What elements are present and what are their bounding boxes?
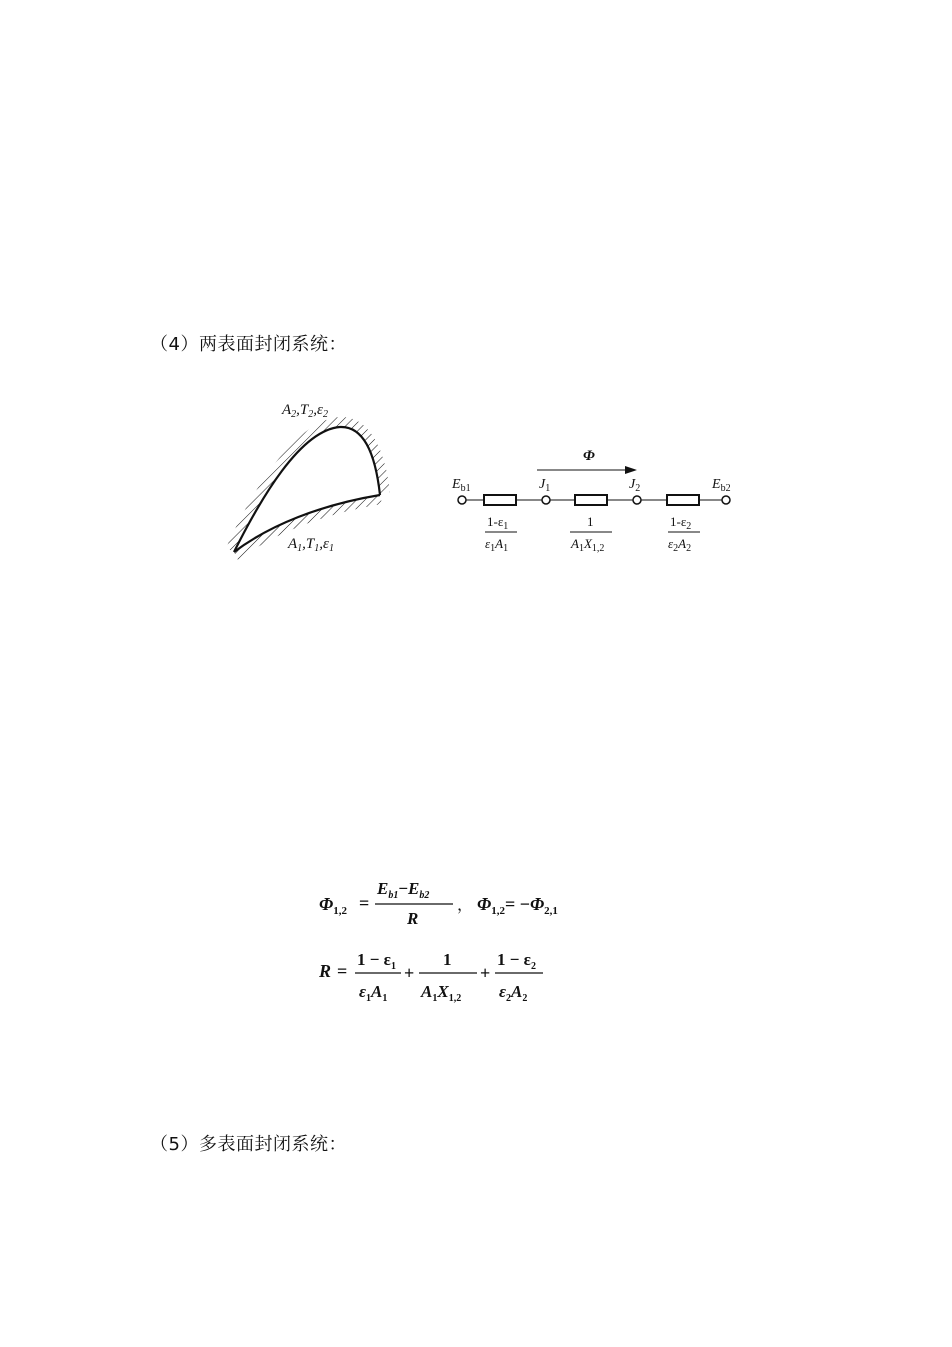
- eq1-rhs: $\Phi_{1,2}= -\Phi_{2,1}$: [477, 894, 558, 917]
- two-surface-enclosure-figure: [220, 390, 420, 570]
- eq2-lhs: R: [319, 961, 332, 981]
- eq2-plus-2: +: [480, 963, 491, 983]
- resistor-1: [484, 495, 516, 505]
- surface-2-curve: [234, 427, 380, 552]
- eq2-term3-den: $\varepsilon_2A_2$: [499, 982, 528, 1004]
- eq1-denominator: R: [407, 909, 419, 928]
- r3-denominator: $\varepsilon_2A_2$: [668, 536, 692, 554]
- r1-denominator: $\varepsilon_1A_1$: [485, 536, 509, 554]
- eq2-term1-den: $\varepsilon_1A_1$: [359, 982, 388, 1004]
- eq2-term2-den: $A_1X_{1,2}$: [421, 982, 462, 1004]
- node-j2: [633, 496, 641, 504]
- eq1-lhs: $\Phi_{1,2}$: [319, 894, 347, 917]
- resistor-3: [667, 495, 699, 505]
- r1-numerator: $1-\varepsilon_1$: [487, 514, 509, 532]
- eq2-term1-num: $1 - \varepsilon_1$: [357, 950, 396, 972]
- section-5-heading: （5）多表面封闭系统：: [150, 1134, 347, 1155]
- resistor-2: [575, 495, 607, 505]
- surface-1-label: $A_1,T_1,\varepsilon_1$: [288, 536, 334, 554]
- node-eb1: [458, 496, 466, 504]
- node-eb2: [722, 496, 730, 504]
- r2-denominator: $A_1X_{1,2}$: [571, 536, 605, 554]
- flow-arrowhead: [625, 466, 637, 474]
- eq2-equals: =: [337, 961, 348, 981]
- surface-2-label: $A_2,T_2,\varepsilon_2$: [282, 402, 328, 420]
- r3-numerator: $1-\varepsilon_2$: [670, 514, 692, 532]
- label-eb1: $E_{b1}$: [452, 477, 471, 494]
- eq1-equals: =: [359, 893, 370, 913]
- eq1-numerator: $E_{b1}-E_{b2}$: [377, 879, 430, 901]
- label-j2: $J_2$: [629, 477, 641, 494]
- eq2-plus-1: +: [404, 963, 415, 983]
- eq2-term3-num: $1 - \varepsilon_2$: [497, 950, 536, 972]
- equation-total-resistance: [315, 945, 565, 1010]
- node-j1: [542, 496, 550, 504]
- label-j1: $J_1$: [539, 477, 551, 494]
- flow-symbol: Φ: [583, 448, 595, 464]
- section-4-heading: （4）两表面封闭系统：: [150, 334, 347, 355]
- equation-heat-flow: [315, 872, 585, 932]
- resistance-network-figure: [445, 440, 750, 565]
- eq1-comma: ，: [457, 897, 474, 914]
- r2-numerator: 1: [587, 514, 594, 529]
- upper-hatching: [226, 417, 390, 552]
- label-eb2: $E_{b2}$: [712, 477, 731, 494]
- eq2-term2-num: 1: [443, 950, 452, 969]
